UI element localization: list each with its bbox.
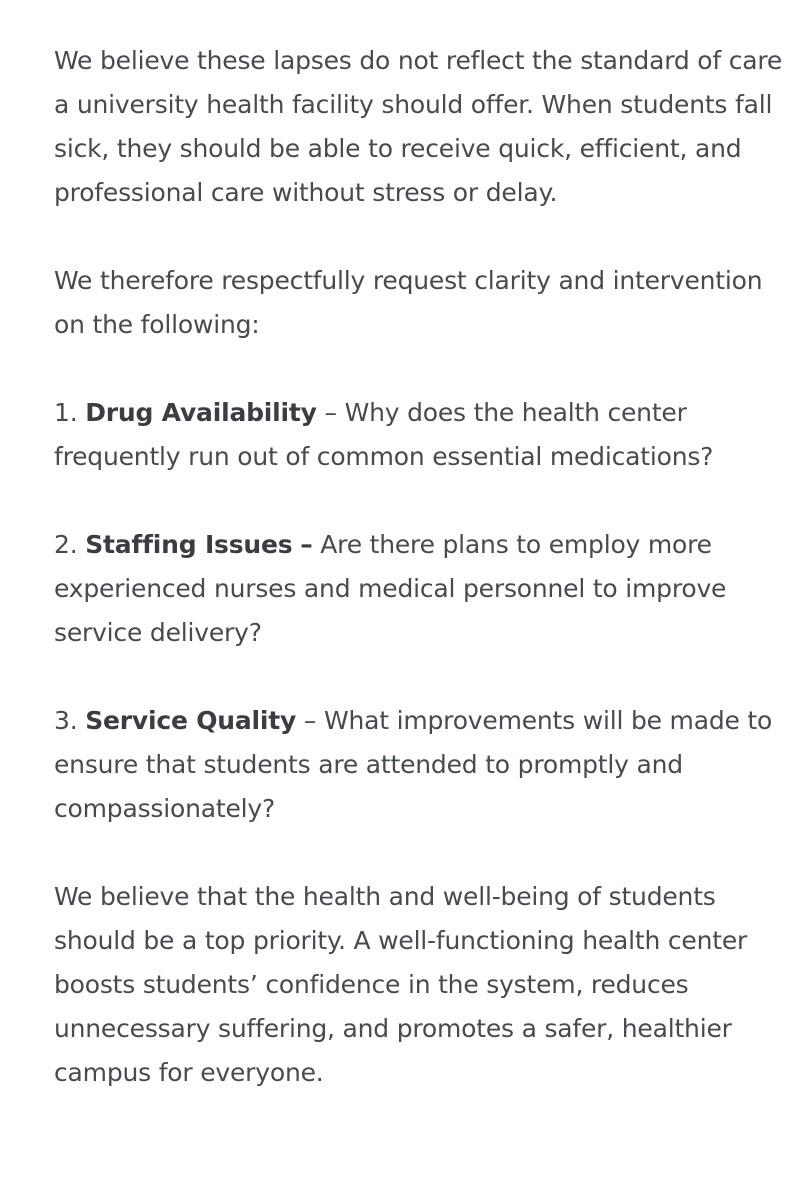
paragraph-request-clarity: We therefore respectfully request clarity and intervention on the following: [54,266,763,339]
list-item-dash: – [300,530,313,559]
list-item-text: What improvements will be made to ensure that students are attended to promptly and compassionately? [54,706,773,823]
list-item-dash: – [324,398,337,427]
list-item-number: 1. [54,398,78,427]
list-item-drug-availability [54,391,794,479]
document-body [54,39,794,1095]
list-item-number: 3. [54,706,78,735]
paragraph-standard-of-care: We believe these lapses do not reflect the standard of care a university health facility should offer. When students fall sick, they should be able to receive quick, efficient, and professional care without stress or delay. [54,46,783,207]
paragraph-health-priority: We believe that the health and well-being of students should be a top priority. A well-functioning health center boosts students’ confidence in the system, reduces unnecessary suffering, and promotes a safer, healthier campus for everyone. [54,882,748,1087]
list-item-title: Drug Availability [85,398,317,427]
list-item-number: 2. [54,530,78,559]
list-item-text: Why does the health center frequently run out of common essential medications? [54,398,714,471]
list-item-staffing-issues [54,523,794,655]
list-item-text: Are there plans to employ more experienced nurses and medical personnel to improve service delivery? [54,530,727,647]
list-item-dash: – [303,706,317,735]
list-item-title: Service Quality [85,706,297,735]
list-item-title: Staffing Issues [85,530,293,559]
list-item-service-quality [54,699,794,831]
